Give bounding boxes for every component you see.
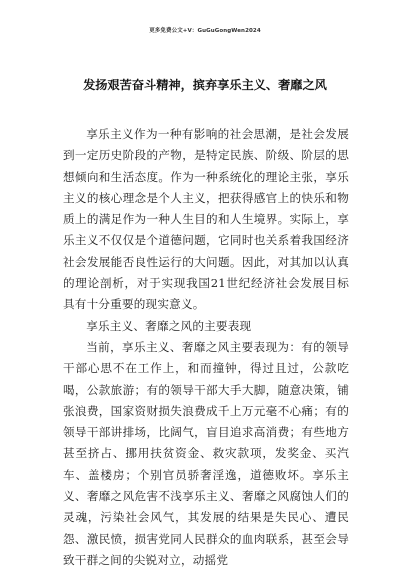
paragraph-intro: 享乐主义作为一种有影响的社会思潮，是社会发展到一定历史阶段的产物，是特定民族、阶级、阶层的思想倾向和生活态度。作为一种系统化的理论主张，享乐主义的核心理念是个人主义，把获得感官上的快乐和物质上的满足作为一种人生目的和人生境界。实际上，享乐主义不仅仅是个道德问题，它同时也关系着我国经济社会发展能否良性运行的大问题。因此，对其加以认真的理论剖析，对于实现我国21世纪经济社会发展目标具有十分重要的现实意义。 bbox=[63, 127, 349, 312]
section-heading: 享乐主义、奢靡之风的主要表现 bbox=[86, 318, 252, 333]
document-title: 发扬艰苦奋斗精神，摈弃享乐主义、奢靡之风 bbox=[83, 78, 327, 92]
header-note: 更多免费公文+V：GuGuGongWen2024 bbox=[149, 28, 261, 34]
paragraph-manifestations: 当前，享乐主义、奢靡之风主要表现为：有的领导干部心思不在工作上，和而撞钟，得过且过，公款吃喝，公款旅游；有的领导干部大手大脚，随意决策，铺张浪费，国家资财损失浪费成千上万元毫不心痛；有的领导干部讲排场，比阔气，盲目追求高消费；有些地方甚至挤占、挪用扶贫资金、救灾款项，发奖金、买汽车、盖楼房；个别官员骄奢淫逸，道德败坏。享乐主义、奢靡之风危害不浅享乐主义、奢靡之风腐蚀人们的灵魂，污染社会风气，其发展的结果是失民心、遭民怨、激民愤，损害党同人民群众的血肉联系，甚至会导致干群之间的尖锐对立，动摇党 bbox=[63, 339, 349, 567]
document-body bbox=[63, 124, 349, 571]
